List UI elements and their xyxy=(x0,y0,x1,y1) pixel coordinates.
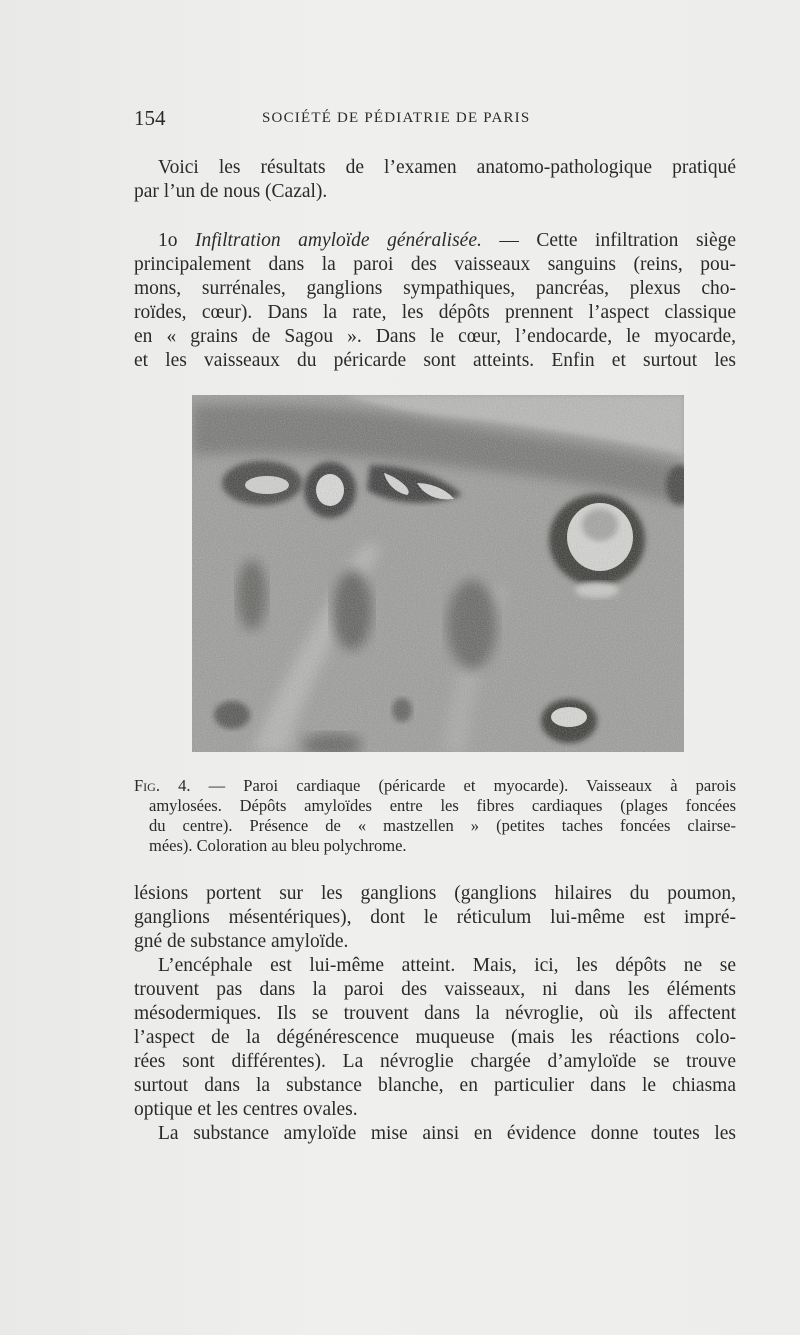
text-line: surtout dans la substance blanche, en particulier dans le chiasma xyxy=(134,1075,736,1096)
text-line: roïdes, cœur). Dans la rate, les dépôts prennent l’aspect classique xyxy=(134,302,736,323)
text-line: par l’un de nous (Cazal). xyxy=(134,181,328,202)
text-line: rées sont différentes). La névroglie chargée d’amyloïde se trouve xyxy=(134,1051,736,1072)
text-line: gné de substance amyloïde. xyxy=(134,931,349,952)
text-line: mésodermiques. Ils se trouvent dans la névroglie, où ils affectent xyxy=(134,1003,736,1024)
em-dash: — xyxy=(190,776,244,795)
caption-first-line xyxy=(134,776,736,796)
body-continuation xyxy=(134,882,736,1146)
text-line: et les vaisseaux du péricarde sont atteints. Enfin et surtout les xyxy=(134,350,736,371)
micrograph-image xyxy=(192,395,684,752)
text-line: L’encéphale est lui-même atteint. Mais, ici, les dépôts ne se xyxy=(158,955,736,976)
section-heading: Infiltration amyloïde généralisée. xyxy=(195,230,482,251)
text-fragment: Cette infiltration siège xyxy=(536,230,737,251)
text-line: ganglions mésentériques), dont le réticulum lui-même est impré- xyxy=(134,907,736,928)
running-head xyxy=(134,106,760,134)
figure-caption xyxy=(134,776,736,856)
section-1-paragraph xyxy=(134,229,736,373)
figure-label: Fig. 4. xyxy=(134,776,191,795)
text-line: La substance amyloïde mise ainsi en évidence donne toutes les xyxy=(158,1123,736,1144)
text-line: en « grains de Sagou ». Dans le cœur, l’endocarde, le myocarde, xyxy=(134,326,736,347)
section-number: 1o xyxy=(158,230,178,251)
text-line: mons, surrénales, ganglions sympathiques, pancréas, plexus cho- xyxy=(134,278,736,299)
em-dash: — xyxy=(481,230,537,251)
text-line: optique et les centres ovales. xyxy=(134,1099,358,1120)
caption-line: amylosées. Dépôts amyloïdes entre les fibres cardiaques (plages foncées xyxy=(149,796,736,815)
page-number: 154 xyxy=(134,106,166,130)
caption-line: mées). Coloration au bleu polychrome. xyxy=(149,836,407,855)
text-line: lésions portent sur les ganglions (ganglions hilaires du poumon, xyxy=(134,883,736,904)
text-line: principalement dans la paroi des vaisseaux sanguins (reins, pou- xyxy=(134,254,736,275)
journal-title: SOCIÉTÉ DE PÉDIATRIE DE PARIS xyxy=(262,110,531,126)
text-line: trouvent pas dans la paroi des vaisseaux, ni dans les éléments xyxy=(134,979,736,1000)
micrograph-figure xyxy=(192,395,684,752)
text-fragment: Paroi cardiaque (péricarde et myocarde). Vaisseaux à parois xyxy=(243,776,736,795)
intro-paragraph xyxy=(134,156,736,204)
section-heading-line xyxy=(134,229,736,253)
caption-line: du centre). Présence de « mastzellen » (petites taches foncées clairse- xyxy=(149,816,736,835)
text-line: l’aspect de la dégénérescence muqueuse (mais les réactions colo- xyxy=(134,1027,736,1048)
text-line: Voici les résultats de l’examen anatomo-pathologique pratiqué xyxy=(158,157,736,178)
